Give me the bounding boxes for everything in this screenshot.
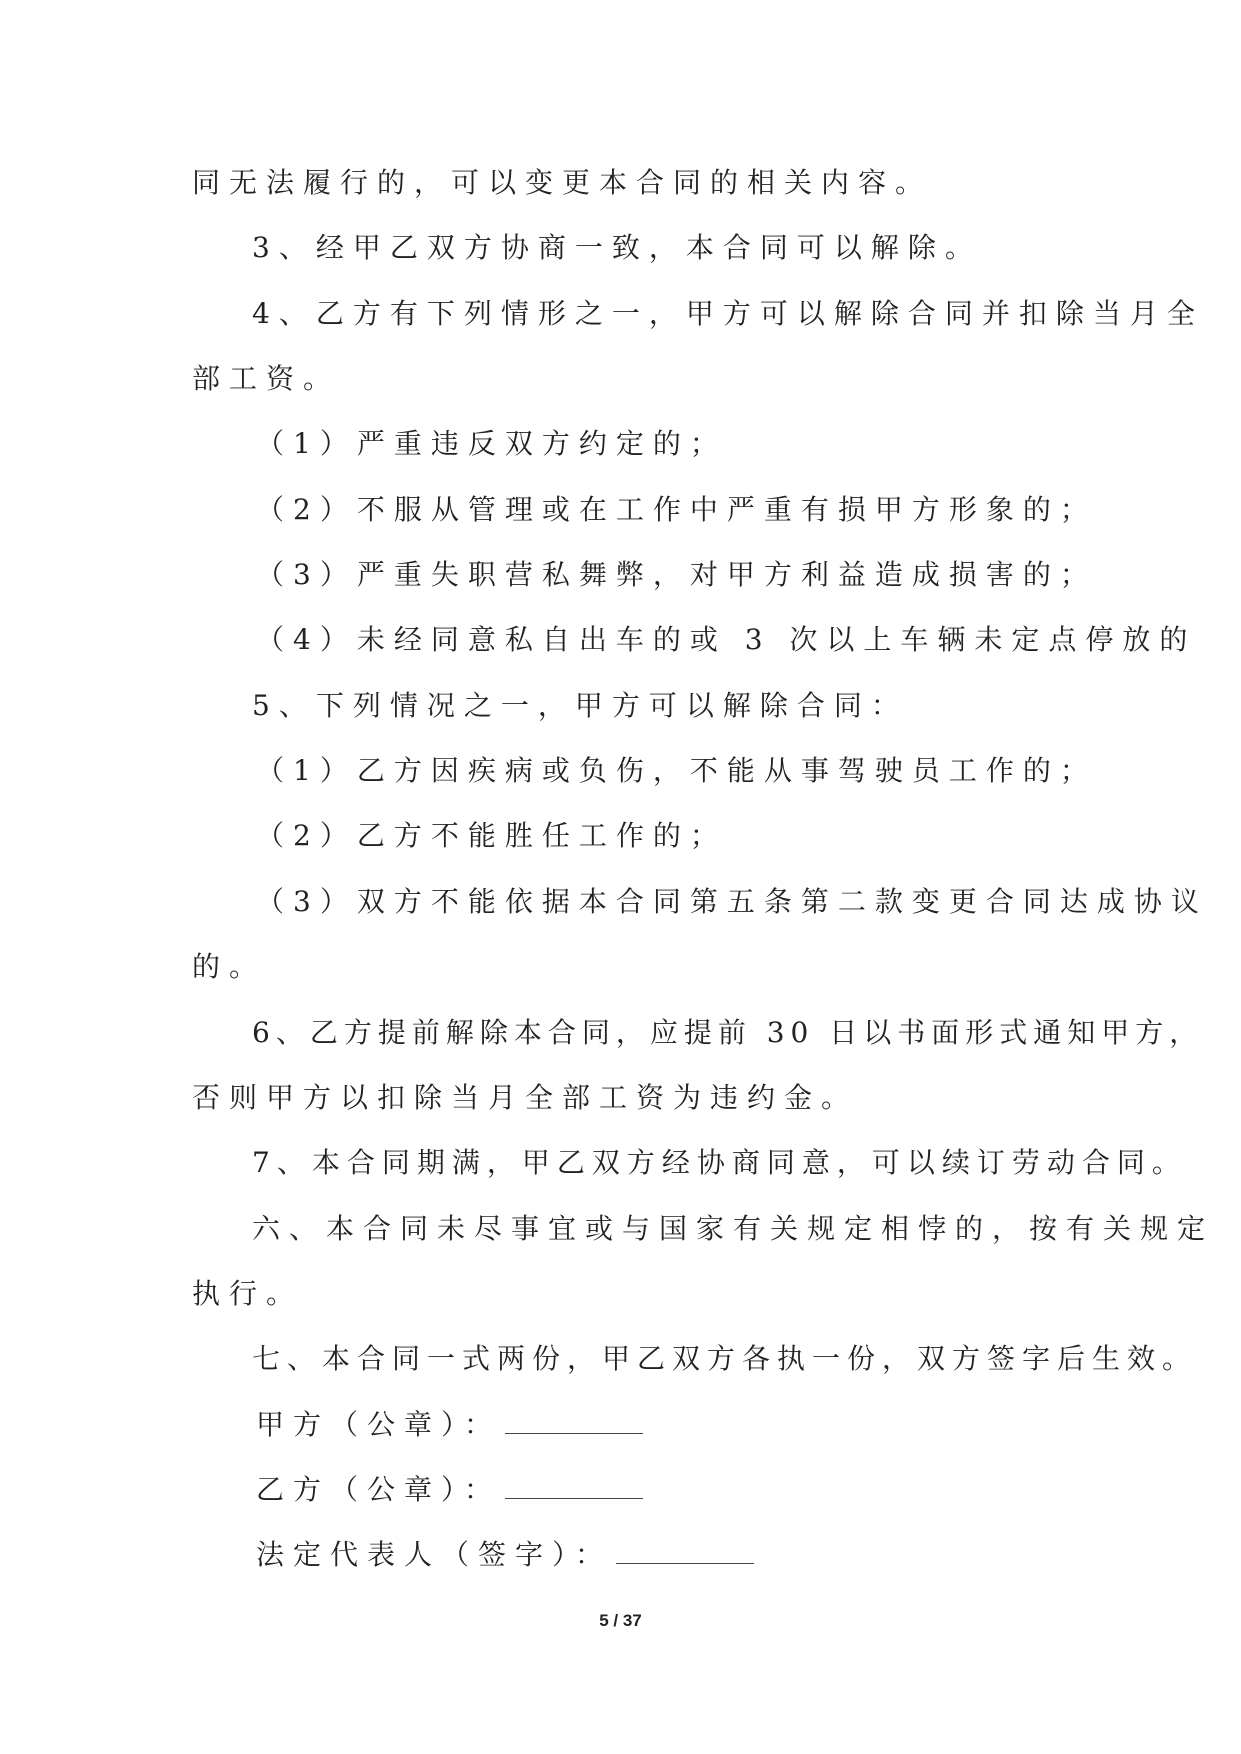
signature-party-a xyxy=(256,1407,643,1443)
signature-blank xyxy=(505,1407,643,1434)
body-line: 执行。 xyxy=(192,1277,304,1310)
clause-4: 4、乙方有下列情形之一，甲方可以解除合同并扣除当月全 xyxy=(252,297,1204,330)
signature-label: 法定代表人（签字）： xyxy=(256,1538,613,1571)
body-line: 同无法履行的，可以变更本合同的相关内容。 xyxy=(192,166,933,199)
clause-6: 6、乙方提前解除本合同，应提前 30 日以书面形式通知甲方， xyxy=(252,1016,1204,1049)
signature-legal-rep xyxy=(256,1537,754,1573)
list-item: （2）乙方不能胜任工作的； xyxy=(256,819,727,852)
page-number: 5 / 37 xyxy=(599,1611,642,1630)
list-item: （4）未经同意私自出车的或 3 次以上车辆未定点停放的 xyxy=(256,623,1197,656)
list-item: （1）乙方因疾病或负伤，不能从事驾驶员工作的； xyxy=(256,754,1097,787)
list-item: （3）双方不能依据本合同第五条第二款变更合同达成协议 xyxy=(256,885,1208,918)
clause-5: 5、下列情况之一，甲方可以解除合同： xyxy=(252,689,908,722)
clause-3: 3、经甲乙双方协商一致，本合同可以解除。 xyxy=(252,231,982,264)
article-7: 七、本合同一式两份，甲乙双方各执一份，双方签字后生效。 xyxy=(252,1342,1198,1375)
article-6: 六、本合同未尽事宜或与国家有关规定相悖的，按有关规定 xyxy=(252,1212,1215,1245)
signature-label: 甲方（公章）： xyxy=(256,1408,502,1441)
signature-label: 乙方（公章）： xyxy=(256,1473,502,1506)
body-line: 的。 xyxy=(192,950,267,983)
signature-blank xyxy=(505,1472,643,1499)
body-line: 部工资。 xyxy=(192,362,341,395)
list-item: （1）严重违反双方约定的； xyxy=(256,427,727,460)
list-item: （2）不服从管理或在工作中严重有损甲方形象的； xyxy=(256,493,1097,526)
body-line: 否则甲方以扣除当月全部工资为违约金。 xyxy=(192,1081,859,1114)
signature-blank xyxy=(616,1537,754,1564)
signature-party-b xyxy=(256,1472,643,1508)
list-item: （3）严重失职营私舞弊，对甲方利益造成损害的； xyxy=(256,558,1097,591)
clause-7: 7、本合同期满，甲乙双方经协商同意，可以续订劳动合同。 xyxy=(252,1146,1187,1179)
